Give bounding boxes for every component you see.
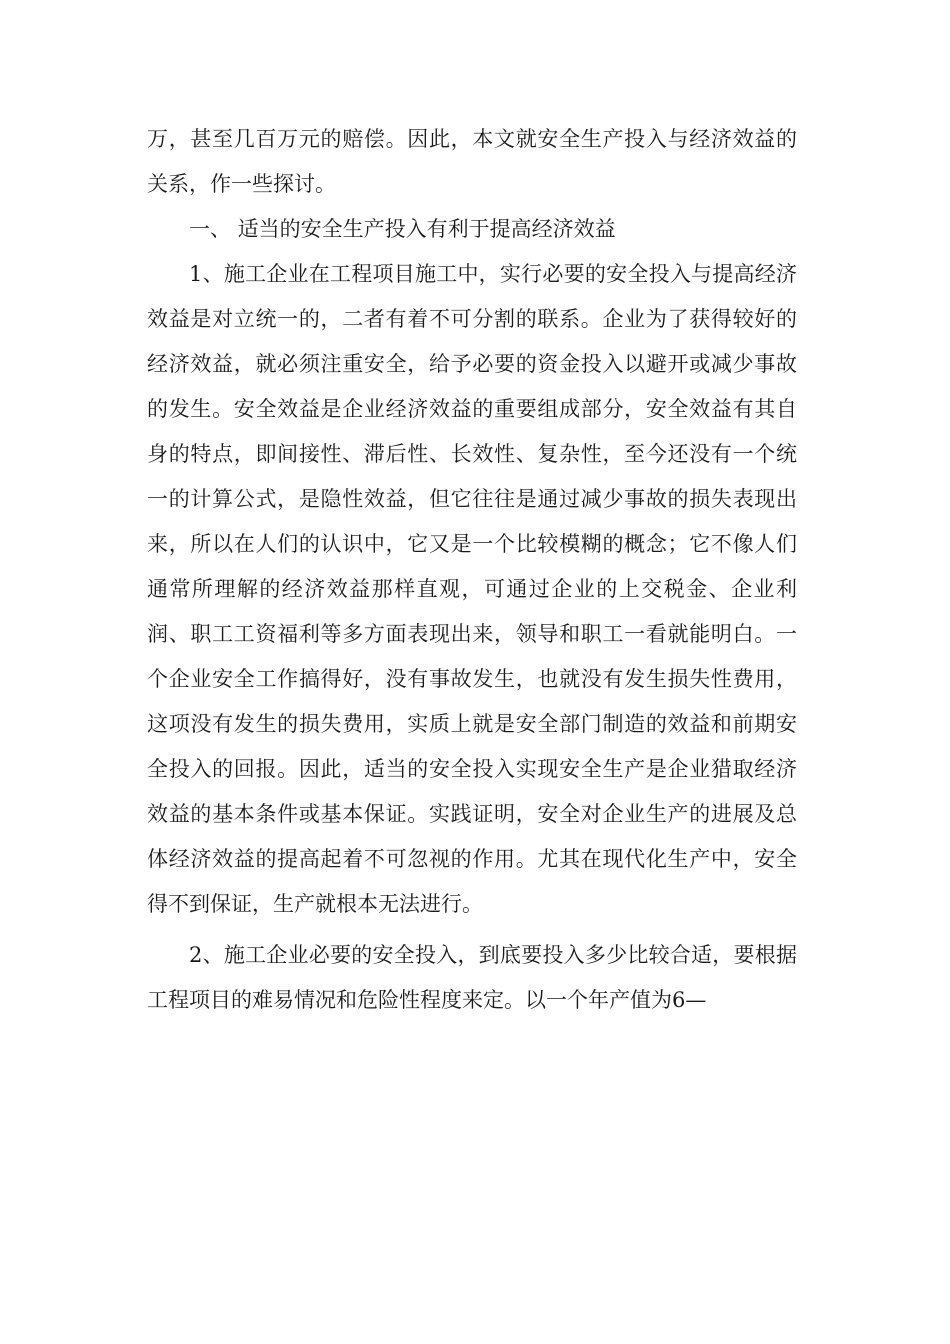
paragraph-2: 2、施工企业必要的安全投入，到底要投入多少比较合适，要根据工程项目的难易情况和危险性程度来定。以一个年产值为6— [147,943,797,1012]
document-body [147,117,797,1023]
paragraph-continuation: 万，甚至几百万元的赔偿。因此，本文就安全生产投入与经济效益的关系，作一些探讨。 [147,127,797,196]
paragraph-1: 1、施工企业在工程项目施工中，实行必要的安全投入与提高经济效益是对立统一的，二者有着不可分割的联系。企业为了获得较好的经济效益，就必须注重安全，给予必要的资金投入以避开或减少事故的发生。安全效益是企业经济效益的重要组成部分，安全效益有其自身的特点，即间接性、滞后性、长效性、复杂性，至今还没有一个统一的计算公式，是隐性效益，但它往往是通过减少事故的损失表现出来，所以在人们的认识中，它又是一个比较模糊的概念；它不像人们通常所理解的经济效益那样直观，可通过企业的上交税金、企业利润、职工工资福利等多方面表现出来，领导和职工一看就能明白。一个企业安全工作搞得好，没有事故发生，也就没有发生损失性费用，这项没有发生的损失费用，实质上就是安全部门制造的效益和前期安全投入的回报。因此，适当的安全投入实现安全生产是企业猎取经济效益的基本条件或基本保证。实践证明，安全对企业生产的进展及总体经济效益的提高起着不可忽视的作用。尤其在现代化生产中，安全得不到保证，生产就根本无法进行。 [147,262,797,916]
section-heading: 一、 适当的安全生产投入有利于提高经济效益 [189,217,616,241]
